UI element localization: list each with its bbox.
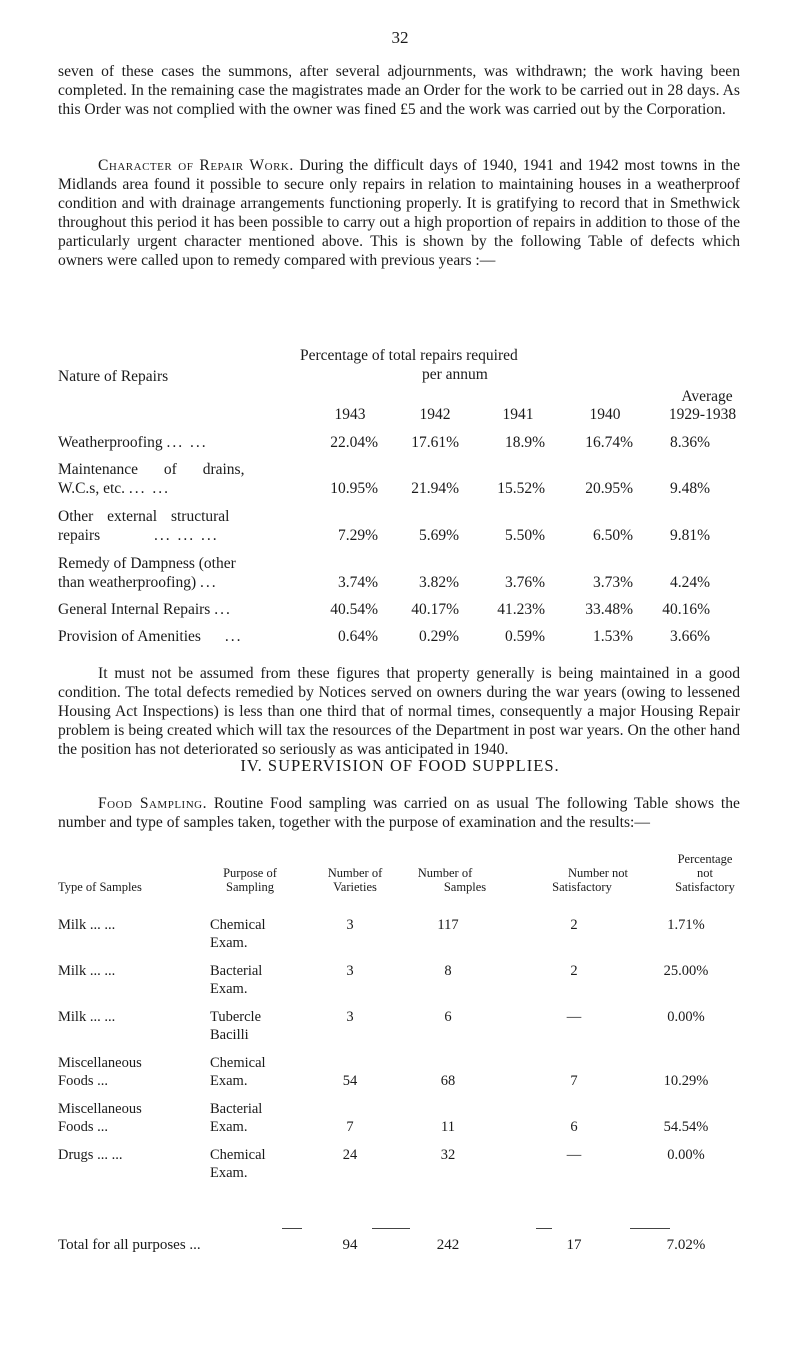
food-cell-varieties: 24 [342,1147,358,1163]
food-purpose-line1: Chemical [210,917,266,933]
food-purpose-line1: Bacterial [210,1101,263,1117]
repairs-cell-1941: 3.76% [504,574,545,591]
food-purpose-line1: Bacterial [210,963,263,979]
repairs-row-label-line2: W.C.s, etc. [58,480,126,497]
leader-dots: ... [200,574,218,591]
food-header-varieties-1: Number of [327,866,383,880]
food-header-purpose-2: Sampling [226,880,274,894]
food-purpose-line2: Exam. [210,1165,248,1181]
repairs-cell-1943: 0.64% [337,628,378,645]
total-rule-varieties [282,1228,302,1229]
food-purpose-line1: Chemical [210,1147,266,1163]
food-header-unsat-1: Number not [567,866,629,880]
repairs-row-label-line1: Maintenance of drains, [58,461,245,478]
food-total-label: Total for all purposes ... [58,1237,201,1253]
repairs-cell-1942: 5.69% [418,527,459,544]
food-total-samples: 242 [436,1237,460,1253]
repairs-cell-1941: 41.23% [497,601,545,618]
food-cell-varieties: 3 [346,963,354,979]
food-purpose-line2: Exam. [210,981,248,997]
repairs-cell-1943: 3.74% [337,574,378,591]
food-type-line1: Miscellaneous [58,1101,142,1117]
repairs-cell-1942: 21.94% [411,480,459,497]
leader-dots: ... [214,601,232,618]
repairs-header-year-1943: 1943 [334,406,366,423]
page-number: 32 [391,28,409,47]
repairs-cell-1942: 0.29% [418,628,459,645]
repairs-header-year-1940: 1940 [589,406,621,423]
food-cell-unsatisfactory: — [566,1009,582,1025]
food-total-varieties: 94 [342,1237,358,1253]
food-cell-varieties: 54 [342,1073,358,1089]
food-type: Milk ... ... [58,917,116,933]
food-type-line2: Foods ... [58,1073,108,1089]
food-cell-varieties: 3 [346,1009,354,1025]
food-purpose-line2: Exam. [210,1073,248,1089]
food-type-line2: Foods ... [58,1119,108,1135]
food-header-purpose-1: Purpose of [223,866,277,880]
repairs-row-label-line2: repairs [58,527,101,544]
food-type: Drugs ... ... [58,1147,123,1163]
total-rule-percent [630,1228,670,1229]
food-cell-samples: 117 [437,917,459,933]
food-purpose-line2: Exam. [210,935,248,951]
repairs-row-label-line2: than weatherproofing) [58,574,197,591]
paragraph-summons: seven of these cases the summons, after several adjournments, was withdrawn; the work having been completed. In the remaining case the magistrates made an Order for the work to be carried out in 28 days. As this Order was not complied with the owner was fined £5 and the work was carried out by the Corporation. [58,63,740,118]
repairs-cell-1940: 33.48% [585,601,633,618]
food-type: Milk ... ... [58,963,116,979]
food-header-pct-1: Percentage [677,852,733,866]
food-total-unsatisfactory: 17 [566,1237,582,1253]
repairs-row-label: Weatherproofing [58,434,163,451]
repairs-cell-average: 9.48% [669,480,710,497]
repairs-cell-1942: 40.17% [411,601,459,618]
repairs-cell-1942: 17.61% [411,434,459,451]
repairs-cell-1943: 10.95% [330,480,378,497]
repairs-cell-1940: 3.73% [592,574,633,591]
repairs-cell-average: 4.24% [669,574,710,591]
leader-dots: ... ... ... [154,527,219,544]
repairs-row-label-line1: Other external structural [58,508,230,525]
food-cell-percent: 54.54% [663,1119,709,1135]
repairs-header-nature: Nature of Repairs [58,368,169,385]
paragraph-food-text: Routine Food sampling was carried on as usual The following Table shows the number and type of samples taken, together with the purpose of examination and the results:— [58,795,740,831]
runin-heading-repair: Character of Repair Work. [98,157,294,174]
repairs-cell-1941: 0.59% [504,628,545,645]
food-cell-samples: 8 [444,963,452,979]
repairs-cell-1943: 22.04% [330,434,378,451]
section-heading: IV. SUPERVISION OF FOOD SUPPLIES. [240,756,560,775]
food-purpose-line2: Exam. [210,1119,248,1135]
paragraph-assumption: It must not be assumed from these figures that property generally is being maintained in a good condition. The total defects remedied by Notices served on owners during the war years (owing to lessened Housing Act Inspections) is less than one third that of normal times, consequently a major Housing Repair problem is being created which will tax the resources of the Department in post war years. On the other hand the position has not deteriorated so seriously as was anticipated in 1940. [58,665,740,758]
food-cell-samples: 32 [440,1147,456,1163]
repairs-cell-1941: 15.52% [497,480,545,497]
food-header-pct-3: Satisfactory [675,880,735,894]
food-header-pct-2: not [697,866,713,880]
repairs-cell-1941: 5.50% [504,527,545,544]
food-cell-varieties: 3 [346,917,354,933]
repairs-cell-1942: 3.82% [418,574,459,591]
repairs-row-label: General Internal Repairs [58,601,211,618]
food-purpose-line2: Bacilli [210,1027,249,1043]
repairs-cell-1940: 16.74% [585,434,633,451]
repairs-header-group-line2: per annum [422,366,488,383]
paragraph-character-of-repair [58,156,740,270]
food-header-samples-1: Number of [417,866,473,880]
repairs-header-group-line1: Percentage of total repairs required [300,347,518,364]
repairs-header-year-1941: 1941 [502,406,534,423]
repairs-cell-1941: 18.9% [504,434,545,451]
total-rule-samples [372,1228,410,1229]
food-header-samples-2: Samples [443,880,487,894]
food-cell-percent: 0.00% [667,1147,705,1163]
food-cell-percent: 25.00% [663,963,709,979]
food-type-line1: Miscellaneous [58,1055,142,1071]
leader-dots: ... ... [166,434,208,451]
food-cell-percent: 10.29% [663,1073,709,1089]
repairs-header-year-1942: 1942 [419,406,451,423]
repairs-cell-average: 3.66% [669,628,710,645]
food-cell-samples: 6 [444,1009,452,1025]
food-cell-percent: 0.00% [667,1009,705,1025]
food-purpose-line1: Chemical [210,1055,266,1071]
paragraph-repair-text: During the difficult days of 1940, 1941 and 1942 most towns in the Midlands area found it possible to secure only repairs in relation to maintaining houses in a weatherproof condition and with drainage arrangements functioning properly. It is gratifying to record that in Smethwick throughout this period it has been possible to carry out a high proportion of repairs in addition to those of the particularly urgent character mentioned above. This is shown by the following Table of defects which owners were called upon to remedy compared with previous years :— [58,157,741,269]
repairs-cell-1943: 40.54% [330,601,378,618]
food-header-varieties-2: Varieties [333,880,377,894]
food-total-percent: 7.02% [666,1237,706,1253]
food-cell-unsatisfactory: 7 [570,1073,578,1089]
food-cell-samples: 11 [441,1119,455,1135]
food-cell-samples: 68 [440,1073,456,1089]
food-cell-unsatisfactory: 6 [570,1119,578,1135]
repairs-cell-1940: 1.53% [592,628,633,645]
repairs-cell-1943: 7.29% [337,527,378,544]
food-cell-unsatisfactory: 2 [570,963,578,979]
runin-heading-food: Food Sampling. [98,795,207,812]
repairs-cell-1940: 6.50% [592,527,633,544]
leader-dots: ... [224,628,243,645]
total-rule-unsatisfactory [536,1228,552,1229]
repairs-row-label-line1: Remedy of Dampness (other [58,555,236,572]
repairs-row-label: Provision of Amenities [58,628,201,645]
paragraph-food-sampling [58,794,740,832]
repairs-cell-average: 40.16% [662,601,710,618]
food-cell-unsatisfactory: 2 [570,917,578,933]
food-header-type: Type of Samples [58,880,142,894]
repairs-cell-average: 8.36% [669,434,710,451]
food-purpose-line1: Tubercle [210,1009,262,1025]
food-type: Milk ... ... [58,1009,116,1025]
food-header-unsat-2: Satisfactory [552,880,612,894]
leader-dots: ... ... [128,480,171,497]
food-cell-percent: 1.71% [667,917,705,933]
repairs-header-average-years: 1929-1938 [668,406,737,423]
repairs-cell-1940: 20.95% [585,480,633,497]
repairs-header-average: Average [681,388,733,405]
food-cell-varieties: 7 [346,1119,354,1135]
food-cell-unsatisfactory: — [566,1147,582,1163]
repairs-cell-average: 9.81% [669,527,710,544]
